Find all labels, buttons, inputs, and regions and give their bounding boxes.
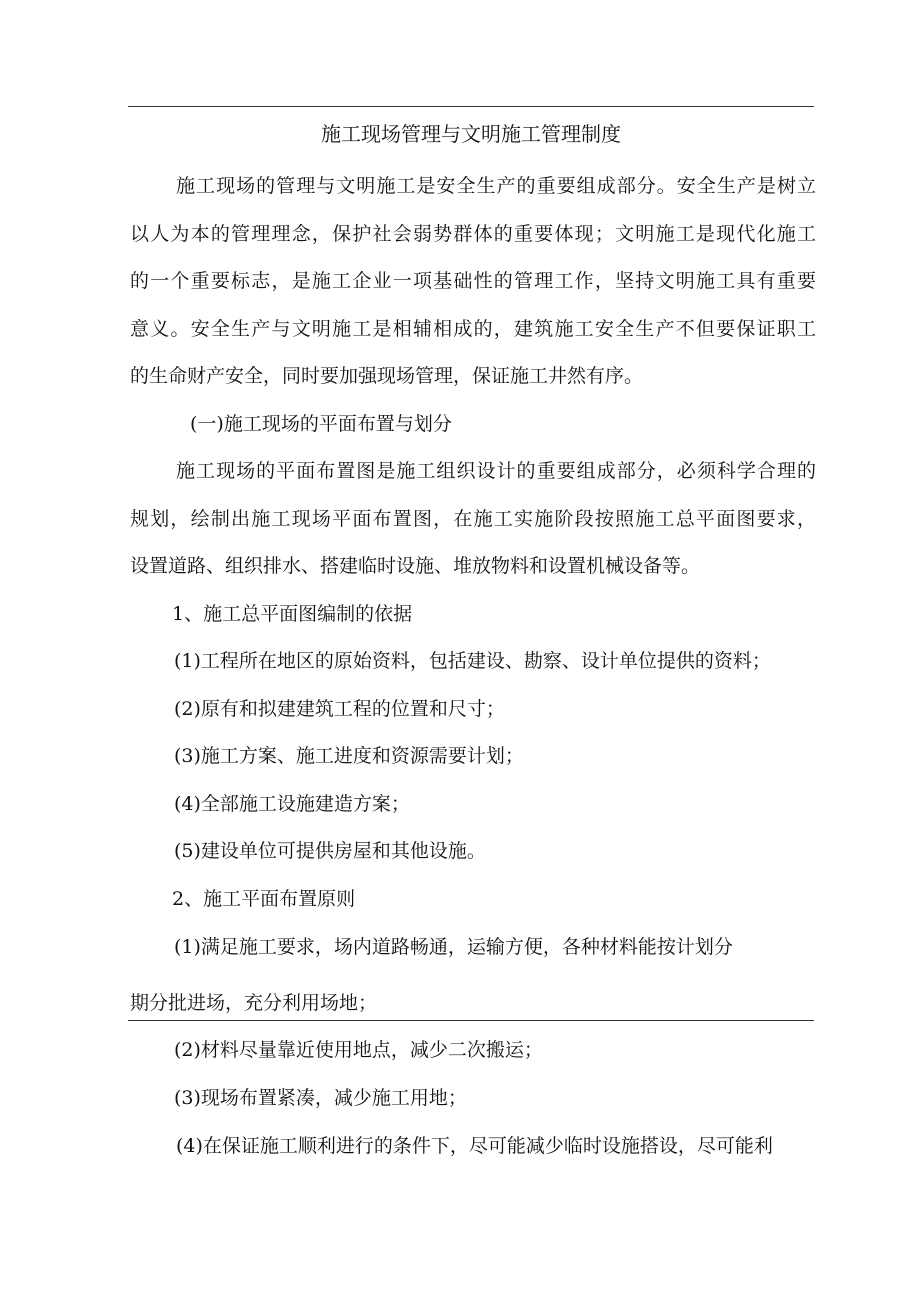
list-item-2-3: (3)现场布置紧凑，减少施工用地； — [174, 1087, 467, 1109]
intro-line-3: 的一个重要标志，是施工企业一项基础性的管理工作，坚持文明施工具有重要 — [130, 270, 816, 292]
list-item-1-3: (3)施工方案、施工进度和资源需要计划； — [174, 745, 524, 767]
subheading-2: 2、施工平面布置原则 — [172, 888, 356, 910]
intro-line-1: 施工现场的管理与文明施工是安全生产的重要组成部分。安全生产是树立 — [176, 175, 816, 197]
list-item-1-4: (4)全部施工设施建造方案； — [174, 793, 410, 815]
header-rule — [128, 106, 814, 107]
subheading-1: 1、施工总平面图编制的依据 — [172, 603, 413, 625]
section1-line-3: 设置道路、组织排水、搭建临时设施、堆放物料和设置机械设备等。 — [130, 555, 701, 577]
intro-line-2: 以人为本的管理理念，保护社会弱势群体的重要体现；文明施工是现代化施工 — [130, 223, 816, 245]
intro-line-5: 的生命财产安全，同时要加强现场管理，保证施工井然有序。 — [130, 365, 644, 387]
list-item-1-1: (1)工程所在地区的原始资料，包括建设、勘察、设计单位提供的资料； — [174, 650, 771, 672]
list-item-1-5: (5)建设单位可提供房屋和其他设施。 — [174, 840, 486, 862]
list-item-2-1-line-1: (1)满足施工要求，场内道路畅通，运输方便，各种材料能按计划分 — [174, 936, 733, 958]
intro-line-4: 意义。安全生产与文明施工是相辅相成的，建筑施工安全生产不但要保证职工 — [130, 318, 816, 340]
list-item-2-4: (4)在保证施工顺利进行的条件下，尽可能减少临时设施搭设，尽可能利 — [176, 1135, 773, 1157]
section1-line-1: 施工现场的平面布置图是施工组织设计的重要组成部分，必须科学合理的 — [176, 460, 816, 482]
page-break-rule — [128, 1020, 814, 1021]
list-item-1-2: (2)原有和拟建建筑工程的位置和尺寸； — [174, 698, 505, 720]
list-item-2-2: (2)材料尽量靠近使用地点，减少二次搬运； — [174, 1039, 543, 1061]
section1-line-2: 规划，绘制出施工现场平面布置图，在施工实施阶段按照施工总平面图要求， — [130, 508, 816, 530]
section-heading: (一)施工现场的平面布置与划分 — [190, 413, 452, 435]
document-title: 施工现场管理与文明施工管理制度 — [321, 122, 621, 146]
list-item-2-1-line-2: 期分批进场，充分利用场地； — [130, 992, 378, 1014]
